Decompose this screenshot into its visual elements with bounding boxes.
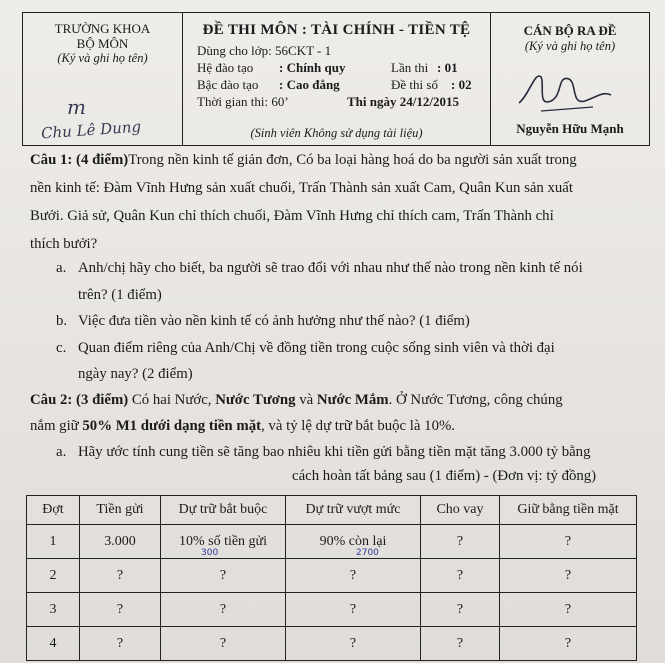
author-box	[491, 13, 649, 145]
level-value: : Cao đẳng	[279, 77, 340, 92]
q1b-marker: b.	[56, 313, 68, 329]
author-name: Nguyễn Hữu Mạnh	[516, 121, 624, 136]
table-cell: ?	[80, 593, 161, 627]
code-label: Đề thi số	[391, 77, 438, 92]
table-cell: ?	[80, 559, 161, 593]
q2-cash-ratio: 50% M1 dưới dạng tiền mặt	[82, 418, 262, 434]
q2-text-3: . Ở Nước Tương, công chúng	[388, 392, 563, 408]
required-reserve-text: 10% số tiền gửi	[178, 533, 268, 549]
author-signature-icon	[511, 61, 621, 121]
col-header: Giữ bằng tiền mặt	[500, 496, 637, 525]
table-cell: 1	[27, 525, 80, 559]
table-cell: 4	[27, 627, 80, 661]
attempt-label: Lần thi	[391, 60, 429, 75]
subject-title: ĐỀ THI MÔN : TÀI CHÍNH - TIỀN TỆ	[202, 22, 471, 38]
dept-signature-name: Chu Lê Dung	[40, 117, 142, 143]
table-cell: ?	[286, 627, 421, 661]
table-row	[27, 627, 637, 661]
q1c-marker: c.	[56, 340, 67, 356]
q1-line-4: thích bưởi?	[30, 236, 98, 252]
materials-note: (Sinh viên Không sử dụng tài liệu)	[250, 126, 423, 140]
table-row	[27, 593, 637, 627]
q2-line-2	[30, 416, 645, 436]
dept-sign-note: (Ký và ghi họ tên)	[57, 51, 148, 65]
exam-header	[22, 12, 650, 146]
q2a-line-1: Hãy ước tính cung tiền sẽ tăng bao nhiêu khi tiền gửi bằng tiền mặt tăng 3.000 tỷ bằng	[78, 444, 591, 460]
q2a-marker: a.	[56, 444, 67, 460]
q2-text-4: nắm giữ	[30, 418, 83, 434]
q1a-marker: a.	[56, 260, 67, 276]
table-cell: ?	[500, 627, 637, 661]
q1a-line-2: trên? (1 điểm)	[78, 287, 162, 303]
pen-note: 300	[201, 548, 219, 558]
exam-info-box	[183, 13, 491, 145]
attempt-value: : 01	[437, 60, 458, 75]
q1c-line-2: ngày nay? (2 điểm)	[78, 366, 193, 382]
money-supply-table	[26, 495, 637, 661]
col-header: Đợt	[27, 496, 80, 525]
table-cell: 3	[27, 593, 80, 627]
table-cell-excess-reserve	[286, 525, 421, 559]
time-row	[183, 93, 490, 110]
pen-note: 2700	[356, 548, 379, 558]
level-label: Bậc đào tạo	[197, 77, 259, 92]
q2-text-1: Có hai Nước,	[128, 392, 216, 408]
col-header: Dự trữ bắt buộc	[161, 496, 286, 525]
system-value: : Chính quy	[279, 60, 346, 75]
q2-text-2: và	[295, 392, 317, 408]
table-cell: ?	[500, 593, 637, 627]
col-header: Tiền gửi	[80, 496, 161, 525]
level-row	[183, 76, 490, 93]
time-label: Thời gian thi: 60’	[197, 94, 289, 109]
department-box	[23, 13, 183, 145]
system-label: Hệ đào tạo	[197, 60, 254, 75]
table-cell: 3.000	[80, 525, 161, 559]
q2-label: Câu 2: (3 điểm)	[30, 392, 129, 408]
table-cell: ?	[421, 559, 500, 593]
table-cell: ?	[161, 593, 286, 627]
table-cell: ?	[421, 627, 500, 661]
col-header: Cho vay	[421, 496, 500, 525]
dept-line-2: BỘ MÔN	[76, 36, 129, 51]
excess-reserve-text: 90% còn lại	[319, 533, 387, 549]
q1a-line-1: Anh/chị hãy cho biết, ba người sẽ trao đổi với nhau như thế nào trong nền kinh tế nói	[78, 260, 583, 276]
country-1: Nước Tương	[215, 392, 296, 408]
exam-date: Thi ngày 24/12/2015	[347, 94, 459, 109]
table-header-row	[27, 496, 637, 525]
author-sign-note: (Ký và ghi họ tên)	[524, 39, 616, 53]
class-line: Dùng cho lớp: 56CKT - 1	[197, 43, 332, 58]
table-cell: ?	[161, 559, 286, 593]
table-cell: ?	[80, 627, 161, 661]
q1-text-1: Trong nền kinh tế giản đơn, Có ba loại hàng hoá do ba người sản xuất trong	[128, 152, 577, 168]
table-cell: ?	[286, 593, 421, 627]
table-cell: ?	[421, 525, 500, 559]
q2-line-1	[30, 390, 645, 410]
q1-line-1	[30, 150, 645, 170]
q1-label: Câu 1: (4 điểm)	[30, 152, 129, 168]
table-row	[27, 525, 637, 559]
dept-signature-mark: m	[67, 95, 86, 119]
table-cell: ?	[161, 627, 286, 661]
table-row	[27, 559, 637, 593]
table-cell: ?	[500, 559, 637, 593]
q1b-line-1: Việc đưa tiền vào nền kinh tế có ảnh hưởng như thế nào? (1 điểm)	[78, 313, 470, 329]
q1-line-2: nền kinh tế: Đàm Vĩnh Hưng sản xuất chuối, Trấn Thành sản xuất Cam, Quân Kun sản xuất	[30, 180, 573, 196]
author-title: CÁN BỘ RA ĐỀ	[523, 23, 617, 38]
system-row	[183, 59, 490, 76]
code-value: : 02	[451, 77, 472, 92]
country-2: Nước Mắm	[316, 392, 389, 408]
q2a-line-2: cách hoàn tất bảng sau (1 điểm) - (Đơn vị: tỷ đồng)	[292, 468, 597, 484]
col-header: Dự trữ vượt mức	[286, 496, 421, 525]
q1c-line-1: Quan điểm riêng của Anh/Chị về đồng tiền trong cuộc sống sinh viên và thời đại	[78, 340, 555, 356]
q2-text-5: , và tỷ lệ dự trữ bắt buộc là 10%.	[261, 418, 455, 434]
table-cell: ?	[286, 559, 421, 593]
table-cell-required-reserve	[161, 525, 286, 559]
table-cell: 2	[27, 559, 80, 593]
table-cell: ?	[500, 525, 637, 559]
q1-line-3: Bưởi. Giả sử, Quân Kun chỉ thích chuối, Đàm Vĩnh Hưng chỉ thích cam, Trấn Thành chỉ	[30, 208, 554, 224]
dept-line-1: TRƯỜNG KHOA	[54, 21, 151, 36]
table-cell: ?	[421, 593, 500, 627]
